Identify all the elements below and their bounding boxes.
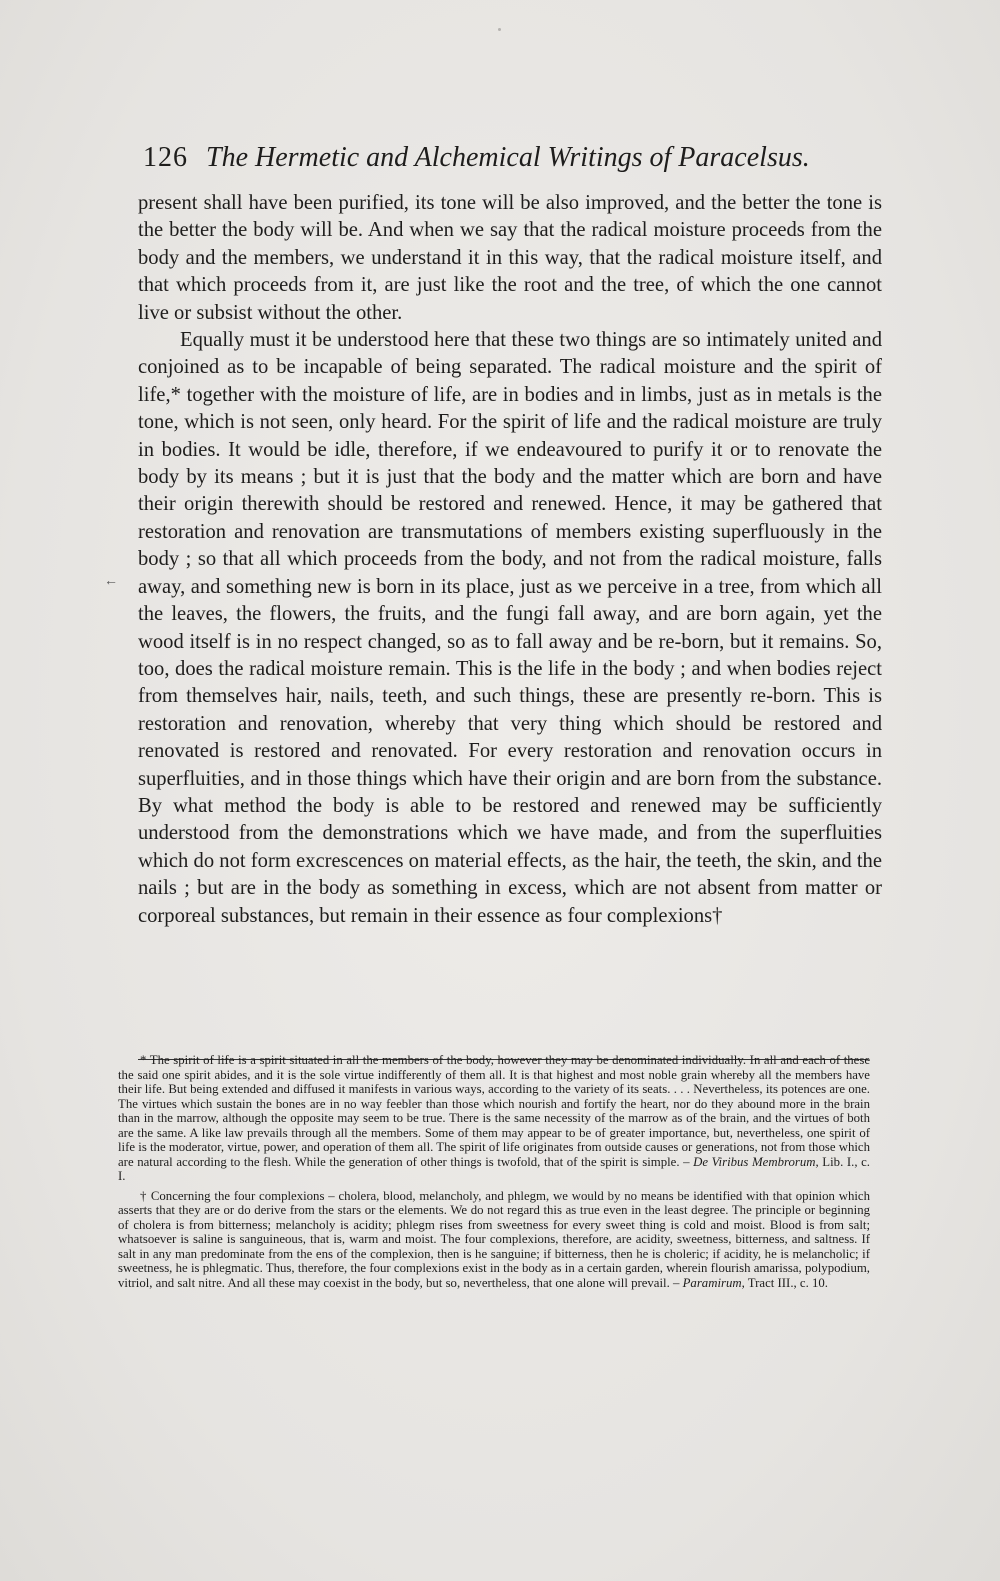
footnote-2-text: † Concerning the four complexions – cholera, blood, melancholy, and phlegm, we would by no means be identified with that opinion which asserts that they are or do derive from the stars or the elements. We do not regard this as true even in the least degree. The principle or beginning of cholera is from bitterness; melancholy is acidity; phlegm rises from sweetness for every sweet thing is cold and moist. Blood is from salt; whatsoever is saline is sanguineous, that is, warm and moist. The four complexions, therefore, are acidity, sweetness, bitterness, and saltness. If salt in any man predominate from the ens of the complexion, then is he sanguine; if bitterness, then he is choleric; if acidity, he is melancholic; if sweetness, he is phlegmatic. Thus, therefore, the four complexions exist in the body as in a certain garden, wherein flourish amarissa, polypodium, vitriol, and salt nitre. And all these may coexist in the body, but so, nevertheless, that one alone will prevail. – [118, 1188, 870, 1290]
footnote-1-ref: Lib. I., c. I. [118, 1154, 870, 1183]
footnote-1-text: * The spirit of life is a spirit situated in all the members of the body, however they may be denominated individually. In all and each of these the said one spirit abides, and it is the sole virtue indifferently of them all. It is that highest and most noble grain whereby all the members have their life. But being extended and diffused it manifests in various ways, according to the variety of its seats. . . . Nevertheless, its potences are one. The virtues which sustain the bones are in no way feebler than those which nourish and fortify the heart, nor do they abound more in the brain than in the marrow, although the opposite may seem to be true. There is the same necessity of the marrow as of the brain, and the virtues of both are the same. A like law prevails through all the members. Some of them may appear to be of greater importance, but, nevertheless, one spirit of life is the moderator, virtue, power, and operation of them all. The spirit of life originates from outside causes or generations, not from those which are natural according to the flesh. While the generation of other things is twofold, that of the spirit is simple. – [118, 1053, 870, 1169]
page-number: 126 [143, 142, 188, 173]
footnotes [118, 1053, 870, 1290]
main-text [138, 190, 882, 930]
footnote-2-ref: Tract III., c. 10. [747, 1275, 828, 1290]
paragraph-1: present shall have been purified, its tone will be also improved, and the better the tone is the better the body will be. And when we say that the radical moisture proceeds from the body and the members, we understand it in this way, that the radical moisture itself, and that which proceeds from it, are just like the root and the tree, of which the one cannot live or subsist without the other. [138, 192, 882, 324]
footnote-2-source: Paramirum, [682, 1275, 745, 1290]
running-header [143, 138, 878, 178]
footnote-1 [118, 1053, 870, 1184]
footnote-1-source: De Viribus Membrorum, [693, 1154, 819, 1169]
margin-arrow-icon: ← [104, 574, 118, 589]
paragraph-2: Equally must it be understood here that these two things are so intimately united and conjoined as to be incapable of being separated. The radical moisture and the spirit of life,* together with the moisture of life, are in bodies and in limbs, just as in metals is the tone, which is not seen, only heard. For the spirit of life and the radical moisture are truly in bodies. It would be idle, therefore, if we endeavoured to purify it or to renovate the body by its means ; but it is just that the body and the matter which are born and have their origin therewith should be restored and renewed. Hence, it may be gathered that restoration and renovation are transmutations of members existing superfluously in the body ; so that all which proceeds from the body, and not from the radical moisture, falls away, and something new is born in its place, just as we perceive in a tree, from which all the leaves, the flowers, the fruits, and the fungi fall away, and are born again, yet the wood itself is in no respect changed, so as to fall away and be re-born, but it remains. So, too, does the radical moisture remain. This is the life in the body ; and when bodies reject from themselves hair, nails, teeth, and such things, these are presently re-born. This is restoration and renovation, whereby that very thing which should be restored and renovated is restored and renovated. For every restoration and renovation occurs in superfluities, and in those things which have their origin and are born from the substance. By what method the body is able to be restored and renewed may be sufficiently understood from the demonstrations which we have made, and from the superfluities which do not form excrescences on material effects, as the hair, the teeth, the skin, and the nails ; but are in the body as something in excess, which are not absent from matter or corporeal substances, but remain in their essence as four complexions† [138, 329, 882, 927]
paper-speck [498, 28, 501, 31]
running-title: The Hermetic and Alchemical Writings of Paracelsus. [206, 142, 810, 173]
footnote-2 [118, 1189, 870, 1291]
